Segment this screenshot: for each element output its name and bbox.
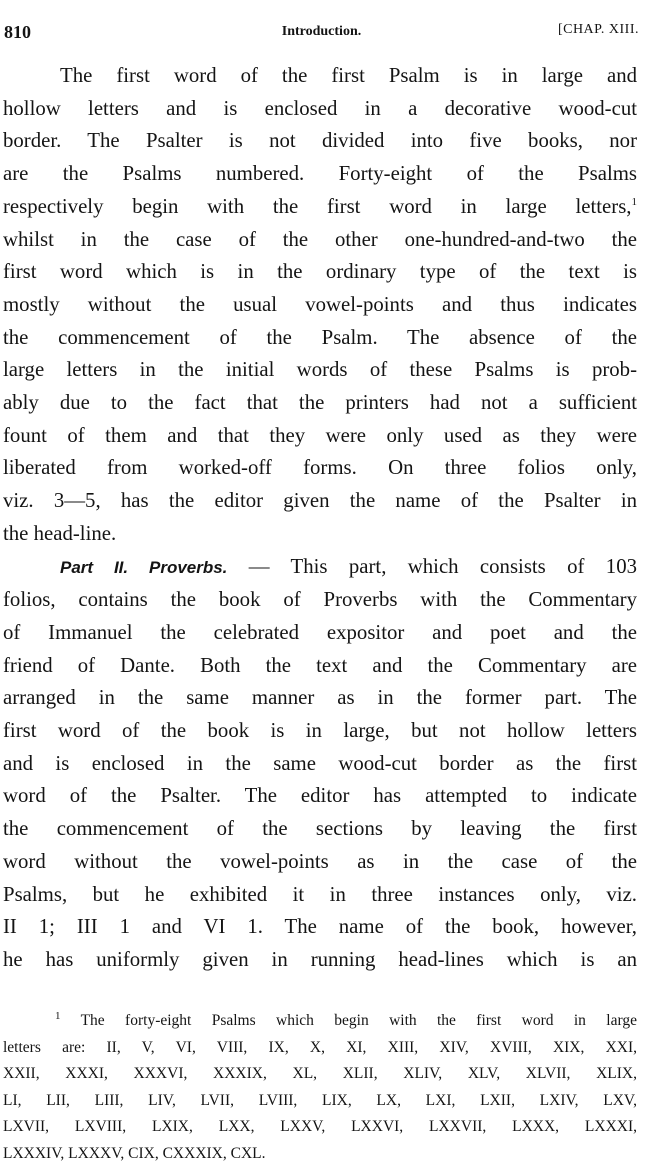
text-line: word of the Psalter. The editor has attempted to indicate bbox=[3, 784, 637, 808]
text-line: the commencement of the Psalm. The absence of the bbox=[3, 325, 637, 349]
text-line: are the Psalms numbered. Forty-eight of the Psalms bbox=[3, 162, 637, 186]
text-line: first word of the book is in large, but not hollow letters bbox=[3, 719, 637, 743]
text-line: hollow letters and is enclosed in a decorative wood-cut bbox=[3, 96, 637, 120]
running-title: Introduction. bbox=[281, 24, 362, 39]
text-line: he has uniformly given in running head-lines which is an bbox=[3, 947, 637, 971]
footnote bbox=[3, 1008, 637, 1167]
footnote-line: LI, LII, LIII, LIV, LVII, LVIII, LIX, LX, LXI, LXII, LXIV, LXV, bbox=[3, 1091, 637, 1109]
text-line: Psalms, but he exhibited it in three instances only, viz. bbox=[3, 882, 637, 906]
footnote-line-content: The forty-eight Psalms which begin with the first word in large bbox=[60, 1012, 637, 1029]
text-line-content: — This part, which consists of 103 bbox=[227, 554, 637, 578]
page-header bbox=[4, 22, 639, 44]
text-line: whilst in the case of the other one-hundred-and-two the bbox=[3, 227, 637, 251]
text-line: word without the vowel-points as in the case of the bbox=[3, 849, 637, 873]
text-line: first word which is in the ordinary type of the text is bbox=[3, 260, 637, 284]
text-line: border. The Psalter is not divided into five books, nor bbox=[3, 129, 637, 153]
footnote-line: letters are: II, V, VI, VIII, IX, X, XI, XIII, XIV, XVIII, XIX, XXI, bbox=[3, 1038, 637, 1056]
text-line bbox=[3, 191, 637, 224]
text-line: fount of them and that they were only used as they were bbox=[3, 423, 637, 447]
text-line-content: respectively begin with the first word in large letters, bbox=[3, 194, 632, 218]
section-heading: Part II. Proverbs. bbox=[60, 557, 228, 577]
text-line: large letters in the initial words of these Psalms is prob- bbox=[3, 358, 637, 382]
paragraph-proverbs bbox=[3, 551, 637, 977]
text-line: The first word of the first Psalm is in large and bbox=[60, 64, 637, 87]
footnote-line: LXXXIV, LXXXV, CIX, CXXXIX, CXL. bbox=[3, 1144, 266, 1162]
text-line: folios, contains the book of Proverbs with the Commentary bbox=[3, 588, 637, 612]
text-line: arranged in the same manner as in the former part. The bbox=[3, 686, 637, 710]
footnote-line: XXII, XXXI, XXXVI, XXXIX, XL, XLII, XLIV, XLV, XLVII, XLIX, bbox=[3, 1065, 637, 1082]
text-line: the commencement of the sections by leaving the first bbox=[3, 817, 637, 841]
chapter-label: [CHAP. XIII. bbox=[557, 22, 639, 37]
paragraph-psalter bbox=[3, 60, 637, 551]
text-line bbox=[3, 551, 637, 585]
text-line: the head-line. bbox=[3, 521, 117, 545]
text-line: of Immanuel the celebrated expositor and poet and the bbox=[3, 620, 637, 644]
text-line: mostly without the usual vowel-points and thus indicates bbox=[3, 292, 637, 316]
footnote-marker: 1 bbox=[55, 1009, 61, 1022]
text-line: II 1; III 1 and VI 1. The name of the book, however, bbox=[3, 915, 637, 939]
text-line: and is enclosed in the same wood-cut border as the first bbox=[3, 751, 637, 775]
text-line: liberated from worked-off forms. On three folios only, bbox=[3, 456, 637, 480]
page-number: 810 bbox=[4, 22, 31, 42]
footnote-reference: 1 bbox=[631, 195, 637, 208]
text-line: friend of Dante. Both the text and the Commentary are bbox=[3, 653, 637, 677]
footnote-line bbox=[3, 1008, 637, 1035]
text-line: viz. 3—5, has the editor given the name of the Psalter in bbox=[3, 489, 637, 513]
footnote-line: LXVII, LXVIII, LXIX, LXX, LXXV, LXXVI, LXXVII, LXXX, LXXXI, bbox=[3, 1118, 637, 1135]
text-line: ably due to the fact that the printers had not a sufficient bbox=[3, 391, 637, 415]
body-text bbox=[3, 60, 637, 977]
